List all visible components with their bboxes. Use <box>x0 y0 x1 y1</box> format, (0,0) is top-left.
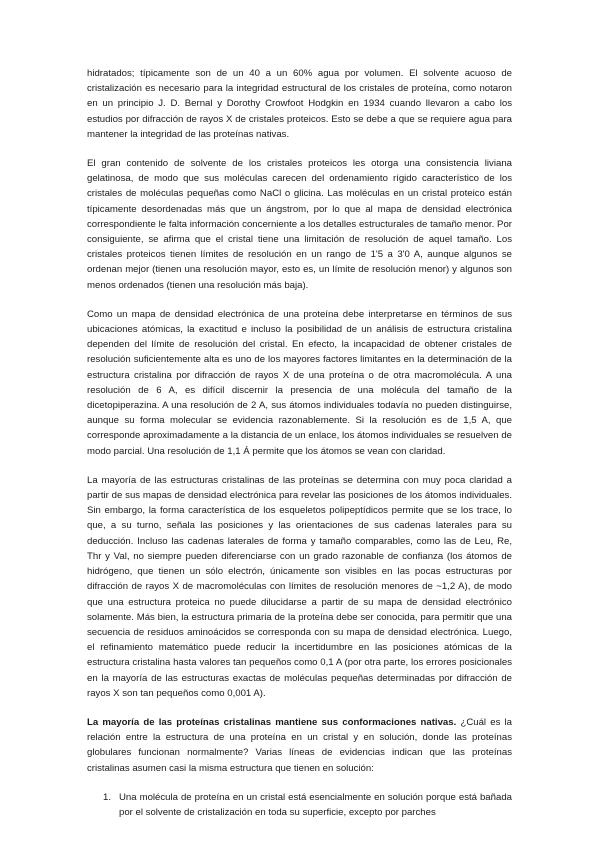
paragraph: hidratados; típicamente son de un 40 a un 60% agua por volumen. El solvente acuoso de cristalización es necesario para la integridad estructural de los cristales de proteína, como notaron en un principio J. D. Bernal y Dorothy Crowfoot Hodgkin en 1934 cuando llevaron a cabo los estudios por difracción de rayos X de cristales proteicos. Esto se debe a que se requiere agua para mantener la integridad de las proteínas nativas. <box>87 68 512 140</box>
list-item-text: Una molécula de proteína en un cristal está esencialmente en solución porque está bañada por el solvente de cristalización en toda su superficie, excepto por parches <box>119 791 512 818</box>
list-item <box>87 790 512 820</box>
paragraph: Como un mapa de densidad electrónica de una proteína debe interpretarse en términos de sus ubicaciones atómicas, la exactitud e incluso la posibilidad de un análisis de estructura cristalina dependen del límite de resolución del cristal. En efecto, la incapacidad de obtener cristales de resolución suficientemente alta es uno de los mayores factores limitantes en la determinación de la estructura cristalina por difracción de rayos X de una proteína o de otra macromolécula. A una resolución de 6 A, es difícil discernir la presencia de una molécula del tamaño de la dicetopiperazina. A una resolución de 2 A, sus átomos individuales todavía no pueden distinguirse, aunque su forma molecular se evidencia razonablemente. Si la resolución es de 1,5 A, que corresponde aproximadamente a la distancia de un enlace, los átomos individuales se resuelven de modo parcial. Una resolución de 1,1 Á permite que los átomos se vean con claridad. <box>87 308 512 457</box>
section-heading: La mayoría de las proteínas cristalinas mantiene sus conformaciones nativas. <box>87 716 457 728</box>
evidence-list <box>87 790 512 820</box>
section-paragraph <box>87 715 512 776</box>
paragraph: El gran contenido de solvente de los cristales proteicos les otorga una consistencia liviana gelatinosa, de modo que sus moléculas carecen del ordenamiento rígido característico de los cristales de moléculas pequeñas como NaCl o glicina. Las moléculas en un cristal proteico están típicamente desordenadas más que un ángstrom, por lo que al mapa de densidad electrónica correspondiente le falta información concerniente a los detalles estructurales de tamaño menor. Por consiguiente, se afirma que el cristal tiene una limitación de resolución de aquel tamaño. Los cristales proteicos tienen límites de resolución en un rango de 1'5 a 3'0 A, aunque algunos se ordenan mejor (tienen una resolución mayor, esto es, un límite de resolución menor) y algunos son menos ordenados (tienen una resolución más baja). <box>87 158 512 291</box>
paragraph: La mayoría de las estructuras cristalinas de las proteínas se determina con muy poca claridad a partir de sus mapas de densidad electrónica para revelar las posiciones de los átomos individuales. Sin embargo, la forma característica de los esqueletos polipeptídicos permite que se los trace, lo que, a su turno, señala las posiciones y las orientaciones de sus cadenas laterales para su deducción. Incluso las cadenas laterales de forma y tamaño comparables, como las de Leu, Re, Thr y Val, no siempre pueden diferenciarse con un grado razonable de confianza (los átomos de hidrógeno, que tienen un sólo electrón, únicamente son visibles en las pocas estructuras por difracción de rayos X de macromoléculas con límites de resolución menores de ~1,2 A), de modo que una estructura proteica no puede dilucidarse a partir de su mapa de densidad electrónico solamente. Más bien, la estructura primaria de la proteína debe ser conocida, para permitir que una secuencia de residuos aminoácidos se corresponda con su mapa de densidad electrónica. Luego, el refinamiento matemático puede reducir la incertidumbre en las posiciones atómicas de la estructura cristalina hasta valores tan pequeños como 0,1 A (por otra parte, los errores posicionales en la mayoría de las estructuras exactas de moléculas pequeñas determinadas por difracción de rayos X son tan pequeños como 0,001 A). <box>87 474 512 699</box>
section-text: ¿Cuál es la relación entre la estructura de una proteína en un cristal y en solución, donde las proteínas globulares funcionan normalmente? Varias líneas de evidencias indican que las proteínas cristalinas asumen casi la misma estructura que tienen en solución: <box>87 716 513 774</box>
list-item-number: 1. <box>103 791 112 803</box>
